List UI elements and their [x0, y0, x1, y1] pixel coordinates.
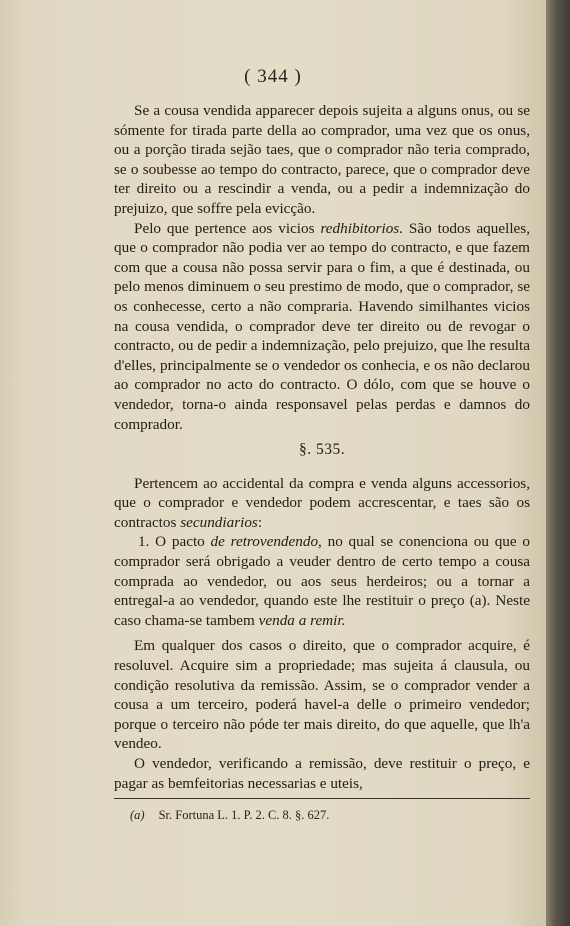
footnote-mark: (a): [130, 808, 145, 822]
footnote-divider: [114, 798, 530, 799]
section-heading: §. 535.: [298, 441, 346, 459]
enumeration-number: 1.: [138, 533, 150, 551]
paragraph-vicios: [114, 219, 530, 435]
paragraph-text: O pacto: [149, 533, 211, 551]
italic-term: venda a remir.: [258, 611, 346, 629]
paragraph-pacto: [114, 532, 530, 630]
book-gutter: [546, 0, 570, 926]
paragraph-text: Pertencem ao accidental da compra e venda alguns accessorios, que o comprador e vendedor podem accrescentar, e taes são os contractos: [114, 474, 530, 531]
paragraph-accessorios: [114, 474, 530, 533]
paragraph-text: :: [257, 513, 263, 531]
paragraph-resoluvel: Em qualquer dos casos o direito, que o comprador acquire, é resoluvel. Acquire sim a propriedade; mas sujeita á clausula, ou condição resolutiva da remissão. Assim, se o comprador vender a cousa a um terceiro, poderá havel-a delle o primeiro vendedor; porque o terceiro não póde ter mais direito, do que aquelle, que lh'a vendeo.: [114, 637, 530, 753]
page-body: [114, 101, 530, 793]
footnote-text: Sr. Fortuna L. 1. P. 2. C. 8. §. 627.: [158, 808, 330, 822]
paragraph-text: , no qual se conenciona ou que o comprador será obrigado a veuder dentro de certo tempo a cousa comprada ao vendedor, ou aos seus herdeiros; ou a tornar a entregal-a ao vendedor, quando este lhe restituir o preço (a). Neste caso chama-se tambem: [114, 533, 530, 629]
footnote: [130, 808, 530, 823]
page-number: ( 344 ): [244, 66, 302, 87]
paragraph-text: Pelo que pertence aos vicios: [134, 219, 321, 237]
italic-term: de retrovendendo: [210, 533, 319, 551]
paragraph-vendedor: O vendedor, verificando a remissão, deve restituir o preço, e pagar as bemfeitorias necessarias e uteis,: [114, 755, 530, 792]
paragraph-evicção: Se a cousa vendida apparecer depois sujeita a alguns onus, ou se sómente for tirada parte della ao comprador, uma vez que os onus, ou a porção tirada sejão taes, que o comprador não teria comprado, se o soubesse ao tempo do contracto, parece, que o comprador deve ter direito ou a rescindir a venda, ou a pedir a indemnização do prejuizo, que soffre pela evicção.: [114, 102, 530, 217]
italic-term: redhibitorios.: [320, 219, 404, 237]
paragraph-text: São todos aquelles, que o comprador não podia ver ao tempo do contracto, e que fazem com que a cousa não possa servir para o fim, a que é destinada, ou pelo menos diminuem o seu prestimo de modo, que o comprador, se os conhecesse, certo a não compraria. Havendo similhantes vicios na cousa vendida, o comprador deve ter direito ou de revogar o contracto, ou de pedir a indemnização, pelo prejuizo, que lhe resulta d'elles, principalmente se o vendedor os conhecia, e os não declarou ao comprador no acto do contracto. O dólo, com que se houve o vendedor, torna-o ainda responsavel pelas perdas e damnos do comprador.: [114, 219, 531, 433]
italic-term: secundiarios: [180, 513, 258, 531]
